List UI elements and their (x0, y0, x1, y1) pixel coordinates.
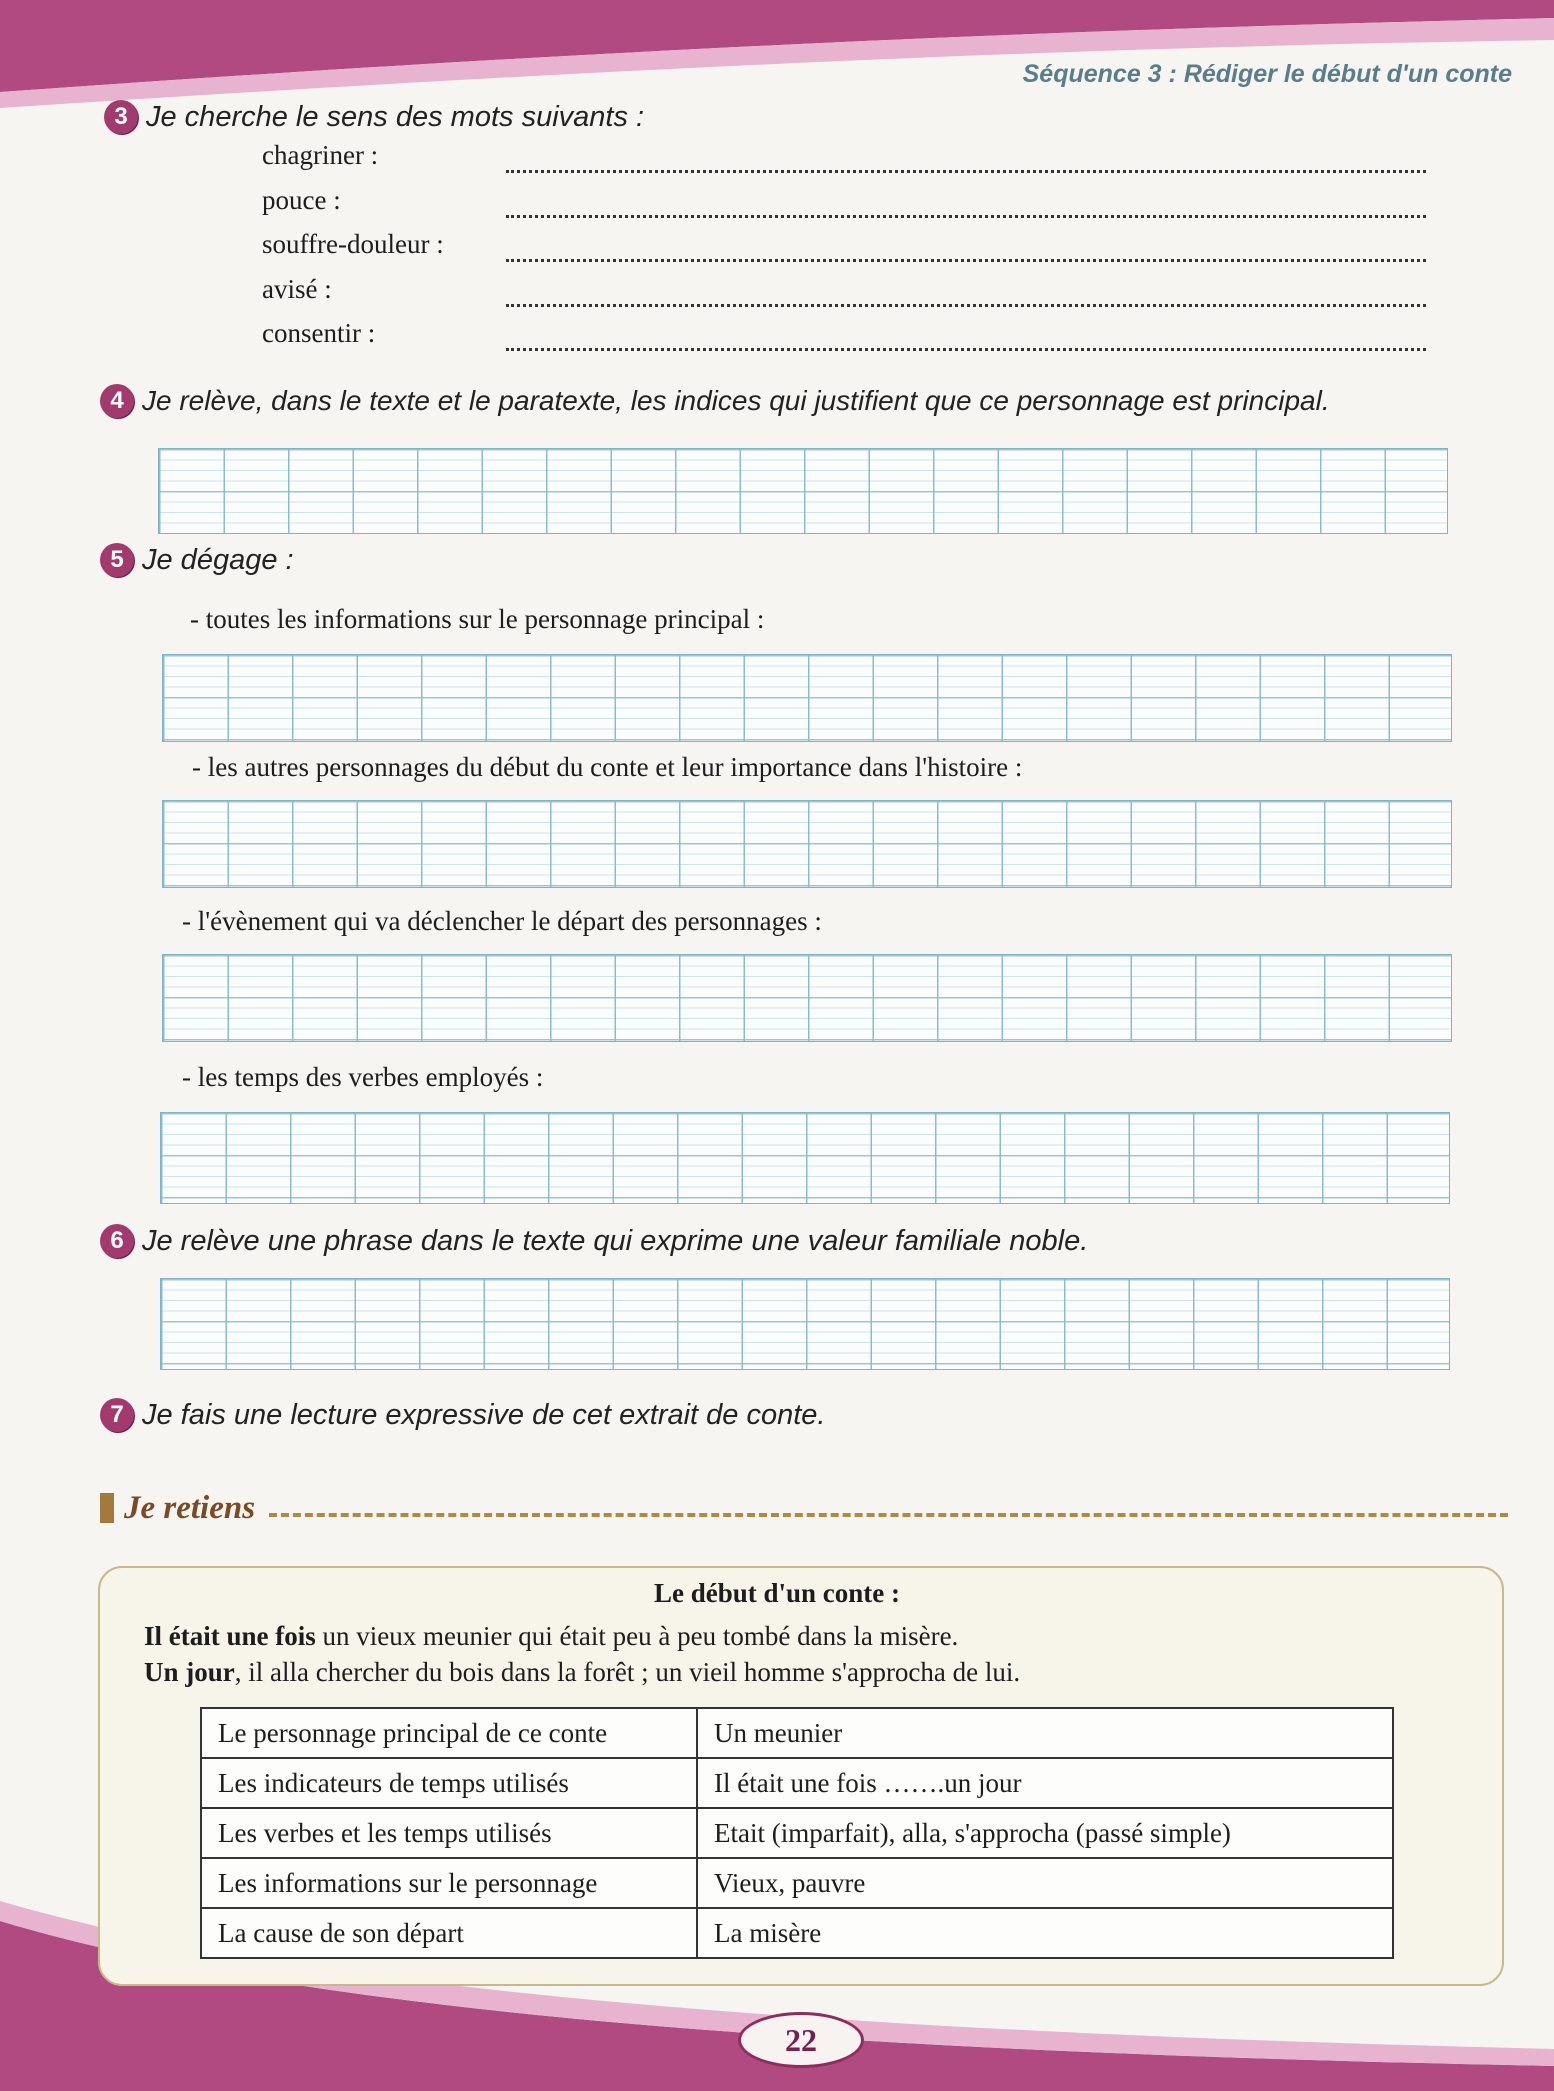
question-3-title (104, 100, 644, 134)
table-cell-label: Le personnage principal de ce conte (201, 1708, 697, 1758)
question-6-title (100, 1224, 1088, 1258)
table-row (201, 1708, 1393, 1758)
question-4-title (100, 384, 1330, 418)
question-4-number: 4 (100, 384, 134, 418)
retiens-box-title: Le début d'un conte : (653, 1578, 901, 1608)
q5-item-autres-personnages: - les autres personnages du début du conte et leur importance dans l'histoire : (192, 752, 1023, 782)
q5-item-temps-verbes: - les temps des verbes employés : (182, 1062, 544, 1092)
question-3-number: 3 (104, 100, 138, 134)
table-cell-value: Vieux, pauvre (697, 1858, 1393, 1908)
vocab-word: pouce : (262, 184, 341, 215)
question-5-text: Je dégage : (142, 543, 294, 576)
vocab-word: chagriner : (262, 140, 379, 170)
answer-grid-q5-1[interactable] (162, 654, 1452, 742)
question-6-number: 6 (100, 1224, 134, 1258)
table-cell-label: Les informations sur le personnage (201, 1858, 697, 1908)
heading-bar-icon (100, 1493, 114, 1523)
question-5-number: 5 (100, 543, 134, 577)
vocab-word: avisé : (262, 273, 332, 304)
answer-grid-q6[interactable] (160, 1278, 1450, 1370)
table-cell-value: Il était une fois …….un jour (697, 1758, 1393, 1808)
sequence-header (1023, 60, 1512, 89)
sequence-number: Séquence 3 : (1022, 60, 1177, 88)
answer-dotted-line[interactable] (506, 215, 1426, 218)
sequence-title: Rédiger le début d'un conte (1183, 60, 1512, 88)
answer-grid-q5-2[interactable] (162, 800, 1452, 888)
question-7-text: Je fais une lecture expressive de cet extrait de conte. (142, 1398, 826, 1431)
vocab-word: consentir : (262, 318, 376, 348)
je-retiens-heading (100, 1488, 1508, 1528)
top-decorative-band (0, 0, 1554, 110)
retiens-line-2-bold: Un jour (144, 1657, 235, 1687)
q5-item-personnage-principal: - toutes les informations sur le personnage principal : (190, 604, 765, 634)
retiens-example-line-1 (144, 1621, 958, 1652)
table-row (201, 1858, 1393, 1908)
answer-dotted-line[interactable] (506, 259, 1426, 262)
answer-grid-q5-4[interactable] (160, 1112, 1450, 1204)
summary-table (200, 1707, 1394, 1959)
question-5-title (100, 543, 294, 577)
table-cell-value: Etait (imparfait), alla, s'approcha (passé simple) (697, 1808, 1393, 1858)
table-row (201, 1808, 1393, 1858)
table-cell-label: La cause de son départ (201, 1908, 697, 1958)
vocab-word: souffre-douleur : (262, 229, 444, 259)
question-7-title (100, 1398, 825, 1432)
answer-dotted-line[interactable] (506, 304, 1426, 307)
answer-grid-q5-3[interactable] (162, 954, 1452, 1042)
table-cell-label: Les verbes et les temps utilisés (201, 1808, 697, 1858)
table-cell-value: Un meunier (697, 1708, 1393, 1758)
question-3-text: Je cherche le sens des mots suivants : (146, 100, 645, 133)
table-cell-label: Les indicateurs de temps utilisés (201, 1758, 697, 1808)
retiens-example-line-2 (144, 1657, 1020, 1688)
question-6-text: Je relève une phrase dans le texte qui exprime une valeur familiale noble. (142, 1224, 1089, 1257)
retiens-line-1-bold: Il était une fois (144, 1621, 316, 1651)
answer-dotted-line[interactable] (506, 170, 1426, 173)
dashed-divider (269, 1513, 1508, 1517)
question-4-text: Je relève, dans le texte et le paratexte, les indices qui justifient que ce personnage est principal. (142, 385, 1330, 416)
q5-item-evenement: - l'évènement qui va déclencher le départ des personnages : (182, 906, 822, 936)
answer-dotted-line[interactable] (506, 348, 1426, 351)
question-7-number: 7 (100, 1398, 134, 1432)
table-row (201, 1908, 1393, 1958)
answer-grid-q4[interactable] (158, 448, 1448, 534)
table-row (201, 1758, 1393, 1808)
retiens-line-1-text: un vieux meunier qui était peu à peu tombé dans la misère. (315, 1621, 959, 1651)
page-number: 22 (738, 2012, 864, 2068)
retiens-line-2-text: , il alla chercher du bois dans la forêt ; un vieil homme s'approcha de lui. (234, 1657, 1021, 1687)
je-retiens-label: Je retiens (124, 1489, 256, 1526)
table-cell-value: La misère (697, 1908, 1393, 1958)
